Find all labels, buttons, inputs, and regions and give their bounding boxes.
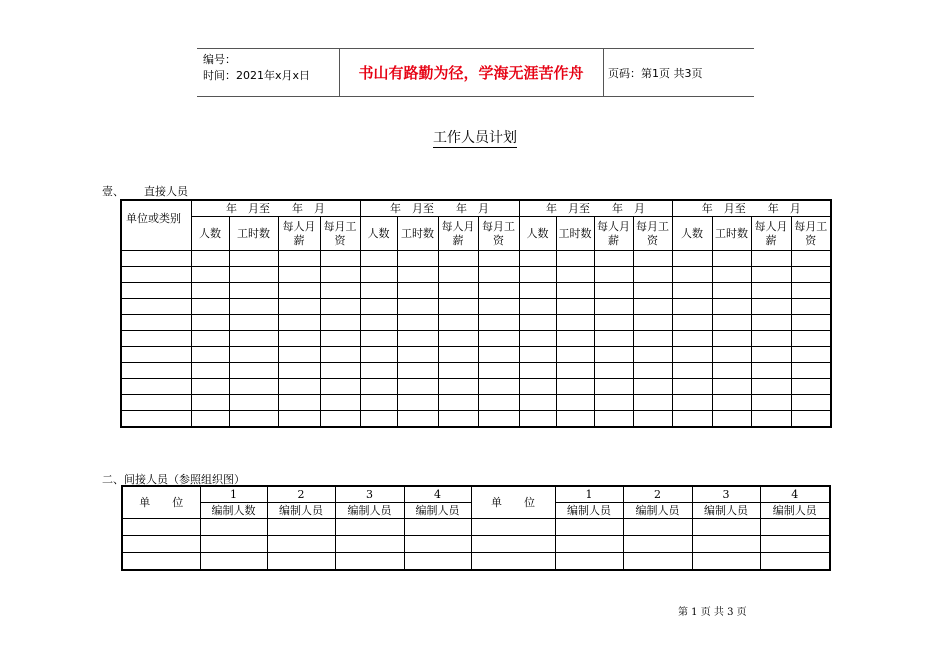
table-cell[interactable] [278, 363, 320, 379]
column-header: 人数 [360, 217, 397, 251]
table-cell[interactable] [594, 267, 633, 283]
table-cell[interactable] [712, 347, 751, 363]
column-header: 人数 [191, 217, 229, 251]
table-cell[interactable] [751, 283, 791, 299]
header-meta [203, 52, 310, 84]
column-header: 每人月薪 [278, 217, 320, 251]
table-cell[interactable] [594, 363, 633, 379]
table-cell[interactable] [360, 411, 397, 428]
table-cell[interactable] [712, 331, 751, 347]
table-cell[interactable] [791, 363, 831, 379]
table-cell[interactable] [335, 536, 404, 553]
column-header: 每月工资 [478, 217, 519, 251]
table-cell[interactable] [438, 299, 478, 315]
table-cell[interactable] [556, 315, 594, 331]
table-cell[interactable] [200, 553, 267, 571]
column-header: 工时数 [229, 217, 278, 251]
table-cell[interactable] [672, 315, 712, 331]
table-cell[interactable] [519, 267, 556, 283]
column-number: 2 [267, 486, 335, 503]
column-number: 4 [760, 486, 830, 503]
table-cell[interactable] [191, 283, 229, 299]
table-cell[interactable] [121, 283, 191, 299]
table-cell[interactable] [478, 315, 519, 331]
table-cell[interactable] [791, 331, 831, 347]
table-cell[interactable] [556, 379, 594, 395]
table-row [121, 251, 831, 267]
table-subheader-row [121, 217, 831, 251]
table-cell[interactable] [320, 363, 360, 379]
table-cell[interactable] [438, 267, 478, 283]
unit-header: 单 位 [122, 486, 200, 519]
table-cell[interactable] [471, 536, 555, 553]
table-cell[interactable] [672, 331, 712, 347]
table-cell[interactable] [556, 299, 594, 315]
table-cell[interactable] [556, 331, 594, 347]
column-header: 工时数 [397, 217, 438, 251]
table-cell[interactable] [791, 379, 831, 395]
column-header: 编制人员 [335, 503, 404, 519]
table-cell[interactable] [397, 299, 438, 315]
table-cell[interactable] [672, 363, 712, 379]
time-label: 时间：2021年x月x日 [203, 69, 311, 82]
table-cell[interactable] [791, 395, 831, 411]
table-cell[interactable] [438, 331, 478, 347]
table-cell[interactable] [712, 267, 751, 283]
table-cell[interactable] [751, 363, 791, 379]
table-cell[interactable] [519, 315, 556, 331]
header-divider [603, 49, 604, 96]
column-header: 编制人员 [760, 503, 830, 519]
table-row [121, 347, 831, 363]
column-header: 每人月薪 [594, 217, 633, 251]
table-cell[interactable] [594, 379, 633, 395]
table-cell[interactable] [751, 347, 791, 363]
section1-heading [102, 183, 188, 199]
table-cell[interactable] [267, 553, 335, 571]
table-cell[interactable] [320, 411, 360, 428]
table-cell[interactable] [556, 267, 594, 283]
table-cell[interactable] [121, 363, 191, 379]
table-cell[interactable] [633, 299, 672, 315]
table-cell[interactable] [267, 519, 335, 536]
table-cell[interactable] [278, 315, 320, 331]
table-cell[interactable] [672, 379, 712, 395]
table-cell[interactable] [320, 395, 360, 411]
table-cell[interactable] [519, 299, 556, 315]
table-cell[interactable] [712, 299, 751, 315]
table-cell[interactable] [320, 267, 360, 283]
table-row [122, 536, 830, 553]
table-cell[interactable] [692, 519, 760, 536]
direct-staff-table [120, 199, 832, 428]
table-cell[interactable] [478, 299, 519, 315]
period-header: 年 月至 年 月 [191, 200, 360, 217]
table-cell[interactable] [121, 267, 191, 283]
table-cell[interactable] [278, 267, 320, 283]
table-cell[interactable] [122, 536, 200, 553]
page-footer: 第 1 页 共 3 页 [678, 607, 747, 618]
table-cell[interactable] [692, 536, 760, 553]
table-cell[interactable] [633, 347, 672, 363]
table-cell[interactable] [751, 315, 791, 331]
table-cell[interactable] [751, 379, 791, 395]
table-cell[interactable] [320, 379, 360, 395]
page-title-wrap [0, 127, 950, 147]
table-cell[interactable] [278, 299, 320, 315]
table-cell[interactable] [438, 283, 478, 299]
column-number: 1 [555, 486, 623, 503]
table-cell[interactable] [712, 251, 751, 267]
table-cell[interactable] [191, 251, 229, 267]
table-cell[interactable] [555, 519, 623, 536]
table-cell[interactable] [623, 536, 692, 553]
table-cell[interactable] [278, 411, 320, 428]
table-cell[interactable] [633, 251, 672, 267]
period-header: 年 月至 年 月 [519, 200, 672, 217]
table-cell[interactable] [556, 347, 594, 363]
table-cell[interactable] [633, 395, 672, 411]
table-cell[interactable] [712, 283, 751, 299]
table-cell[interactable] [594, 395, 633, 411]
table-cell[interactable] [712, 411, 751, 428]
table-cell[interactable] [320, 251, 360, 267]
table-cell[interactable] [397, 347, 438, 363]
table-cell[interactable] [712, 379, 751, 395]
table-cell[interactable] [438, 315, 478, 331]
table-cell[interactable] [320, 347, 360, 363]
table-cell[interactable] [397, 379, 438, 395]
table-cell[interactable] [594, 283, 633, 299]
table-cell[interactable] [556, 251, 594, 267]
table-cell[interactable] [397, 267, 438, 283]
table-cell[interactable] [200, 519, 267, 536]
table-cell[interactable] [478, 331, 519, 347]
table-cell[interactable] [404, 553, 471, 571]
table-cell[interactable] [121, 347, 191, 363]
indirect-staff-table [121, 485, 831, 571]
table-cell[interactable] [438, 363, 478, 379]
table-cell[interactable] [760, 519, 830, 536]
column-header: 人数 [672, 217, 712, 251]
table-cell[interactable] [278, 347, 320, 363]
table-cell[interactable] [791, 267, 831, 283]
table-cell[interactable] [519, 395, 556, 411]
table-cell[interactable] [555, 536, 623, 553]
table-cell[interactable] [360, 315, 397, 331]
column-header: 编制人员 [692, 503, 760, 519]
table-cell[interactable] [278, 251, 320, 267]
table-cell[interactable] [633, 379, 672, 395]
table-cell[interactable] [320, 283, 360, 299]
table-cell[interactable] [320, 299, 360, 315]
table-cell[interactable] [633, 315, 672, 331]
table-cell[interactable] [623, 553, 692, 571]
table-cell[interactable] [278, 331, 320, 347]
table-header-row [122, 486, 830, 503]
table-cell[interactable] [121, 251, 191, 267]
table-cell[interactable] [360, 395, 397, 411]
table-cell[interactable] [519, 379, 556, 395]
table-cell[interactable] [360, 331, 397, 347]
table-cell[interactable] [229, 395, 278, 411]
table-cell[interactable] [760, 553, 830, 571]
table-cell[interactable] [594, 251, 633, 267]
table-cell[interactable] [191, 267, 229, 283]
table-cell[interactable] [478, 283, 519, 299]
table-cell[interactable] [360, 347, 397, 363]
table-cell[interactable] [478, 251, 519, 267]
table-cell[interactable] [191, 315, 229, 331]
table-cell[interactable] [478, 379, 519, 395]
table-cell[interactable] [712, 315, 751, 331]
page-title: 工作人员计划 [433, 130, 517, 146]
column-header: 编制人员 [555, 503, 623, 519]
table-cell[interactable] [791, 411, 831, 428]
table-cell[interactable] [438, 411, 478, 428]
table-row [121, 395, 831, 411]
table-cell[interactable] [397, 395, 438, 411]
column-header: 编制人员 [623, 503, 692, 519]
section1-title: 直接人员 [144, 185, 188, 198]
table-cell[interactable] [594, 331, 633, 347]
table-cell[interactable] [672, 347, 712, 363]
table-cell[interactable] [672, 299, 712, 315]
table-cell[interactable] [121, 379, 191, 395]
table-row [121, 267, 831, 283]
table-cell[interactable] [751, 267, 791, 283]
table-cell[interactable] [556, 395, 594, 411]
table-cell[interactable] [692, 553, 760, 571]
column-header: 每人月薪 [751, 217, 791, 251]
header-motto: 书山有路勤为径，学海无涯苦作舟 [358, 64, 584, 82]
table-cell[interactable] [360, 251, 397, 267]
document-header [197, 48, 754, 97]
table-cell[interactable] [229, 411, 278, 428]
table-cell[interactable] [121, 299, 191, 315]
table-cell[interactable] [471, 519, 555, 536]
table-cell[interactable] [229, 363, 278, 379]
table-cell[interactable] [791, 347, 831, 363]
table-cell[interactable] [397, 331, 438, 347]
table-row [121, 363, 831, 379]
table-cell[interactable] [360, 379, 397, 395]
table-cell[interactable] [278, 395, 320, 411]
table-cell[interactable] [191, 347, 229, 363]
table-cell[interactable] [556, 283, 594, 299]
column-header: 人数 [519, 217, 556, 251]
table-cell[interactable] [633, 267, 672, 283]
table-cell[interactable] [229, 331, 278, 347]
table-cell[interactable] [594, 299, 633, 315]
table-cell[interactable] [438, 347, 478, 363]
table-cell[interactable] [122, 519, 200, 536]
table-cell[interactable] [751, 331, 791, 347]
column-header: 每月工资 [633, 217, 672, 251]
table-cell[interactable] [760, 536, 830, 553]
table-cell[interactable] [555, 553, 623, 571]
table-cell[interactable] [191, 379, 229, 395]
table-row [121, 315, 831, 331]
table-cell[interactable] [320, 331, 360, 347]
table-cell[interactable] [478, 363, 519, 379]
table-row [121, 379, 831, 395]
table-row [121, 411, 831, 428]
table-row [121, 299, 831, 315]
table-cell[interactable] [360, 299, 397, 315]
table-cell[interactable] [751, 251, 791, 267]
table-cell[interactable] [594, 411, 633, 428]
table-cell[interactable] [335, 519, 404, 536]
table-cell[interactable] [791, 283, 831, 299]
section1-label: 壹、 [102, 185, 124, 198]
table-cell[interactable] [320, 315, 360, 331]
table-cell[interactable] [633, 363, 672, 379]
table-cell[interactable] [438, 395, 478, 411]
table-cell[interactable] [672, 411, 712, 428]
table-cell[interactable] [122, 553, 200, 571]
table-cell[interactable] [471, 553, 555, 571]
table-cell[interactable] [191, 411, 229, 428]
table-header-row [121, 200, 831, 217]
table-cell[interactable] [438, 251, 478, 267]
table-cell[interactable] [121, 315, 191, 331]
table-cell[interactable] [791, 251, 831, 267]
table-cell[interactable] [278, 379, 320, 395]
table-cell[interactable] [633, 283, 672, 299]
table-cell[interactable] [791, 299, 831, 315]
table-cell[interactable] [229, 379, 278, 395]
column-header: 编制人数 [200, 503, 267, 519]
table-cell[interactable] [519, 251, 556, 267]
table-cell[interactable] [397, 363, 438, 379]
table-cell[interactable] [200, 536, 267, 553]
table-cell[interactable] [751, 395, 791, 411]
table-cell[interactable] [267, 536, 335, 553]
table-cell[interactable] [397, 315, 438, 331]
column-number: 1 [200, 486, 267, 503]
table-cell[interactable] [404, 519, 471, 536]
table-cell[interactable] [712, 395, 751, 411]
section2-heading: 二、间接人员（参照组织图） [102, 473, 245, 486]
table-cell[interactable] [397, 411, 438, 428]
column-header: 编制人员 [267, 503, 335, 519]
table-cell[interactable] [633, 331, 672, 347]
table-cell[interactable] [478, 411, 519, 428]
table-cell[interactable] [672, 267, 712, 283]
table-cell[interactable] [360, 283, 397, 299]
table-cell[interactable] [519, 283, 556, 299]
unit-header: 单 位 [471, 486, 555, 519]
table-cell[interactable] [478, 347, 519, 363]
period-header: 年 月至 年 月 [672, 200, 831, 217]
code-label: 编号： [203, 53, 236, 66]
table-cell[interactable] [672, 283, 712, 299]
table-cell[interactable] [121, 411, 191, 428]
column-header: 工时数 [556, 217, 594, 251]
column-header: 编制人员 [404, 503, 471, 519]
table-cell[interactable] [623, 519, 692, 536]
table-cell[interactable] [278, 283, 320, 299]
table-cell[interactable] [672, 395, 712, 411]
column-header: 工时数 [712, 217, 751, 251]
table-cell[interactable] [633, 411, 672, 428]
table-cell[interactable] [438, 379, 478, 395]
table-cell[interactable] [397, 283, 438, 299]
column-number: 2 [623, 486, 692, 503]
table-cell[interactable] [594, 315, 633, 331]
table-cell[interactable] [191, 299, 229, 315]
table-cell[interactable] [335, 553, 404, 571]
table-cell[interactable] [519, 411, 556, 428]
table-cell[interactable] [229, 299, 278, 315]
table-cell[interactable] [594, 347, 633, 363]
table-cell[interactable] [229, 267, 278, 283]
table-cell[interactable] [478, 267, 519, 283]
table-cell[interactable] [360, 363, 397, 379]
table-cell[interactable] [556, 411, 594, 428]
column-number: 3 [335, 486, 404, 503]
table-cell[interactable] [404, 536, 471, 553]
table-cell[interactable] [478, 395, 519, 411]
column-number: 4 [404, 486, 471, 503]
table-row [122, 519, 830, 536]
table-cell[interactable] [519, 331, 556, 347]
table-cell[interactable] [519, 363, 556, 379]
table-cell[interactable] [121, 395, 191, 411]
table-cell[interactable] [556, 363, 594, 379]
table-cell[interactable] [712, 363, 751, 379]
table-row [121, 283, 831, 299]
table-row [122, 553, 830, 571]
table-cell[interactable] [791, 315, 831, 331]
unit-or-category-header: 单位或类别 [121, 200, 191, 251]
table-cell[interactable] [751, 299, 791, 315]
table-cell[interactable] [229, 347, 278, 363]
period-header: 年 月至 年 月 [360, 200, 519, 217]
table-row [121, 331, 831, 347]
table-cell[interactable] [751, 411, 791, 428]
table-cell[interactable] [229, 315, 278, 331]
table-cell[interactable] [229, 251, 278, 267]
table-cell[interactable] [397, 251, 438, 267]
table-cell[interactable] [191, 395, 229, 411]
header-page-info: 页码：第1页 共3页 [608, 66, 703, 80]
table-cell[interactable] [519, 347, 556, 363]
table-cell[interactable] [672, 251, 712, 267]
column-header: 每人月薪 [438, 217, 478, 251]
table-cell[interactable] [360, 267, 397, 283]
table-cell[interactable] [191, 331, 229, 347]
table-cell[interactable] [229, 283, 278, 299]
table-cell[interactable] [191, 363, 229, 379]
column-header: 每月工资 [320, 217, 360, 251]
table-cell[interactable] [121, 331, 191, 347]
column-header: 每月工资 [791, 217, 831, 251]
column-number: 3 [692, 486, 760, 503]
